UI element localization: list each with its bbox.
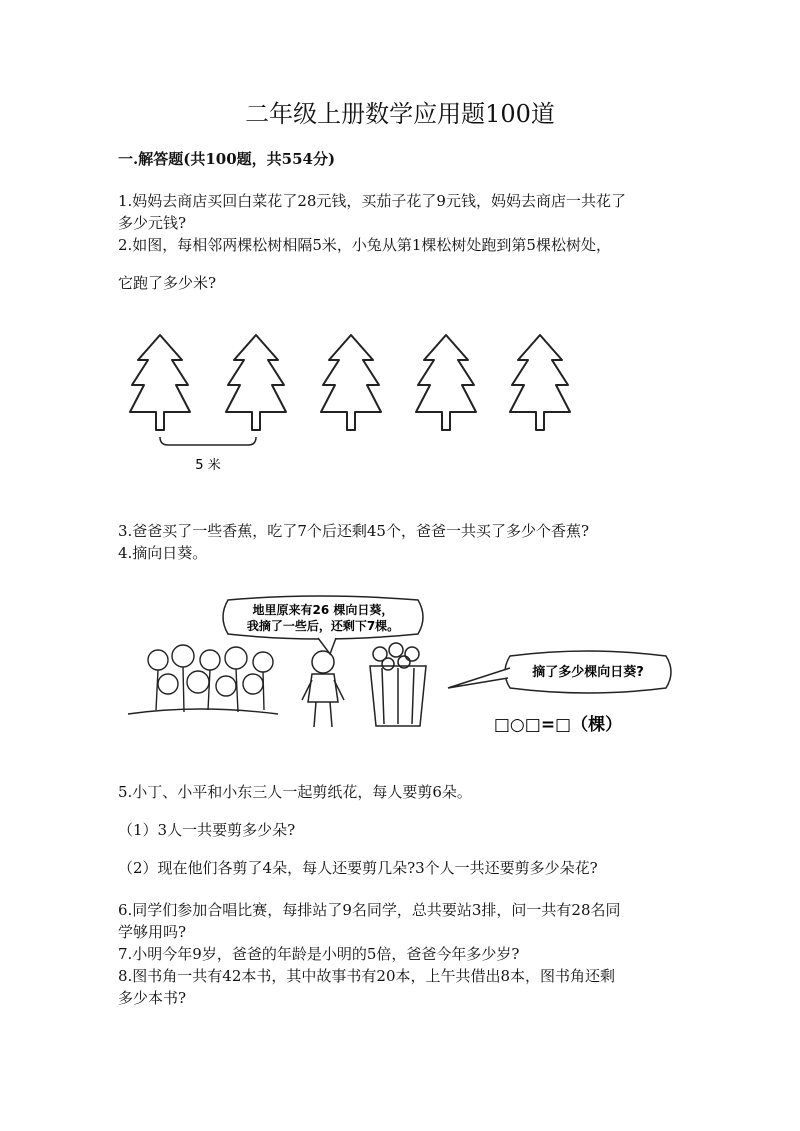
pine-tree-1 xyxy=(130,335,190,430)
question-5-part-1: （1）3人一共要剪多少朵? xyxy=(118,821,296,839)
question-6-line-1: 6.同学们参加合唱比赛，每排站了9名同学，总共要站3排，问一共有28名同 xyxy=(118,901,621,919)
question-5-part-2: （2）现在他们各剪了4朵，每人还要剪几朵?3个人一共还要剪多少朵花? xyxy=(118,859,598,877)
question-2-line-1: 2.如图，每相邻两棵松树相隔5米，小兔从第1棵松树处跑到第5棵松树处， xyxy=(118,236,611,254)
section-heading: 一.解答题(共100题，共554分) xyxy=(118,150,336,168)
question-3: 3.爸爸买了一些香蕉，吃了7个后还剩45个，爸爸一共买了多少个香蕉? xyxy=(118,522,589,540)
bubble-farmer-line-1: 地里原来有26 棵向日葵， xyxy=(252,603,394,617)
page-title: 二年级上册数学应用题100道 xyxy=(245,100,555,128)
question-1-line-2: 多少元钱? xyxy=(118,214,187,232)
distance-label: 5 米 xyxy=(195,458,221,473)
question-8-line-2: 多少本书? xyxy=(118,989,187,1007)
bubble-question-text: 摘了多少棵向日葵? xyxy=(532,665,644,680)
question-2-line-2: 它跑了多少米? xyxy=(118,274,217,292)
pine-tree-3 xyxy=(321,335,381,430)
question-6-line-2: 学够用吗? xyxy=(118,923,187,941)
question-1-line-1: 1.妈妈去商店买回白菜花了28元钱，买茄子花了9元钱，妈妈去商店一共花了 xyxy=(118,192,626,210)
basket-of-sunflowers xyxy=(370,643,426,726)
bubble-farmer-line-2: 我摘了一些后，还剩下7棵。 xyxy=(246,619,400,633)
question-7: 7.小明今年9岁，爸爸的年龄是小明的5倍，爸爸今年多少岁? xyxy=(118,945,520,963)
question-5-stem: 5.小丁、小平和小东三人一起剪纸花，每人要剪6朵。 xyxy=(118,783,472,801)
question-8-line-1: 8.图书角一共有42本书，其中故事书有20本，上午共借出8本，图书角还剩 xyxy=(118,967,616,985)
equation-template: □○□=□（棵） xyxy=(493,715,623,735)
pine-tree-figure xyxy=(118,325,588,475)
sunflower-field xyxy=(128,645,278,714)
child-figure xyxy=(302,651,344,727)
sunflower-figure xyxy=(118,592,678,747)
pine-tree-4 xyxy=(416,335,476,430)
pine-tree-2 xyxy=(226,335,286,430)
question-4: 4.摘向日葵。 xyxy=(118,544,208,562)
distance-bracket xyxy=(160,437,256,445)
pine-tree-5 xyxy=(510,335,570,430)
